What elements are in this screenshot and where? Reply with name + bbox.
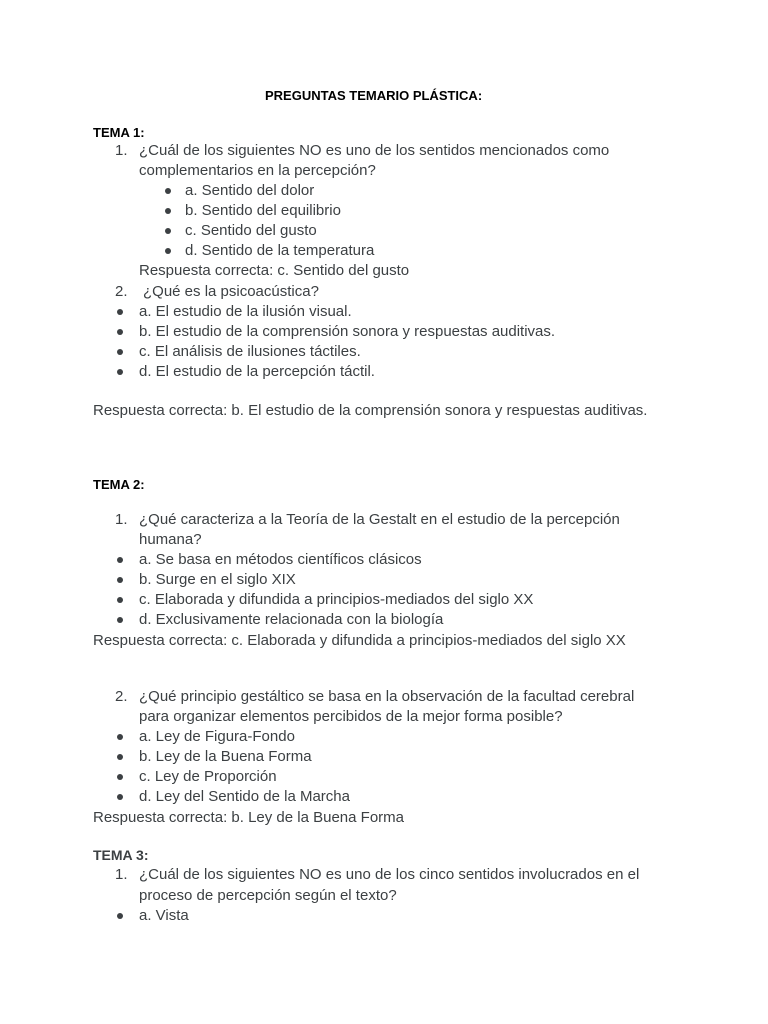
bullet-icon	[117, 329, 123, 335]
bullet-icon	[117, 309, 123, 315]
answer-option: a. Se basa en métodos científicos clásicos	[139, 551, 422, 568]
bullet-icon	[165, 228, 171, 234]
question-text-line: complementarios en la percepción?	[139, 162, 376, 179]
section-heading-tema-3: TEMA 3:	[93, 847, 149, 863]
document-title: PREGUNTAS TEMARIO PLÁSTICA:	[265, 88, 483, 103]
question-number: 1.	[115, 142, 128, 159]
bullet-icon	[117, 617, 123, 623]
question-text-line: proceso de percepción según el texto?	[139, 887, 397, 904]
question-number: 1.	[115, 511, 128, 528]
question-number: 2.	[115, 283, 128, 300]
question-number: 1.	[115, 866, 128, 883]
bullet-icon	[117, 794, 123, 800]
correct-answer: Respuesta correcta: b. El estudio de la comprensión sonora y respuestas auditivas.	[93, 402, 648, 419]
answer-option: b. Surge en el siglo XIX	[139, 571, 296, 588]
bullet-icon	[117, 597, 123, 603]
answer-option: c. Ley de Proporción	[139, 768, 277, 785]
bullet-icon	[117, 774, 123, 780]
question-text-line: ¿Qué es la psicoacústica?	[143, 283, 319, 300]
question-text-line: ¿Cuál de los siguientes NO es uno de los cinco sentidos involucrados en el	[139, 866, 640, 883]
bullet-icon	[165, 248, 171, 254]
correct-answer: Respuesta correcta: b. Ley de la Buena Forma	[93, 809, 405, 826]
bullet-icon	[165, 188, 171, 194]
answer-option: a. Vista	[139, 907, 189, 924]
bullet-icon	[117, 913, 123, 919]
answer-option: c. Sentido del gusto	[185, 222, 317, 239]
bullet-icon	[117, 557, 123, 563]
bullet-icon	[117, 577, 123, 583]
answer-option: b. Sentido del equilibrio	[185, 202, 341, 219]
answer-option: a. Sentido del dolor	[185, 182, 315, 199]
bullet-icon	[117, 369, 123, 375]
question-text-line: ¿Qué caracteriza a la Teoría de la Gestalt en el estudio de la percepción	[139, 511, 620, 528]
bullet-icon	[117, 349, 123, 355]
question-text-line: ¿Qué principio gestáltico se basa en la observación de la facultad cerebral	[139, 688, 635, 705]
answer-option: c. El análisis de ilusiones táctiles.	[139, 343, 361, 360]
bullet-icon	[117, 754, 123, 760]
answer-option: a. Ley de Figura-Fondo	[139, 728, 295, 745]
correct-answer: Respuesta correcta: c. Sentido del gusto	[139, 262, 410, 279]
answer-option: d. Sentido de la temperatura	[185, 242, 375, 259]
question-text-line: humana?	[139, 531, 202, 548]
answer-option: d. El estudio de la percepción táctil.	[139, 363, 375, 380]
question-text-line: ¿Cuál de los siguientes NO es uno de los sentidos mencionados como	[139, 142, 610, 159]
question-text-line: para organizar elementos percibidos de la mejor forma posible?	[139, 708, 563, 725]
question-number: 2.	[115, 688, 128, 705]
section-heading-tema-1: TEMA 1:	[93, 125, 145, 140]
answer-option: b. Ley de la Buena Forma	[139, 748, 312, 765]
answer-option: d. Exclusivamente relacionada con la biología	[139, 611, 444, 628]
answer-option: c. Elaborada y difundida a principios-mediados del siglo XX	[139, 591, 534, 608]
answer-option: a. El estudio de la ilusión visual.	[139, 303, 352, 320]
bullet-icon	[117, 734, 123, 740]
bullet-icon	[165, 208, 171, 214]
answer-option: b. El estudio de la comprensión sonora y respuestas auditivas.	[139, 323, 556, 340]
correct-answer: Respuesta correcta: c. Elaborada y difundida a principios-mediados del siglo XX	[93, 632, 626, 649]
section-heading-tema-2: TEMA 2:	[93, 477, 145, 492]
answer-option: d. Ley del Sentido de la Marcha	[139, 788, 350, 805]
